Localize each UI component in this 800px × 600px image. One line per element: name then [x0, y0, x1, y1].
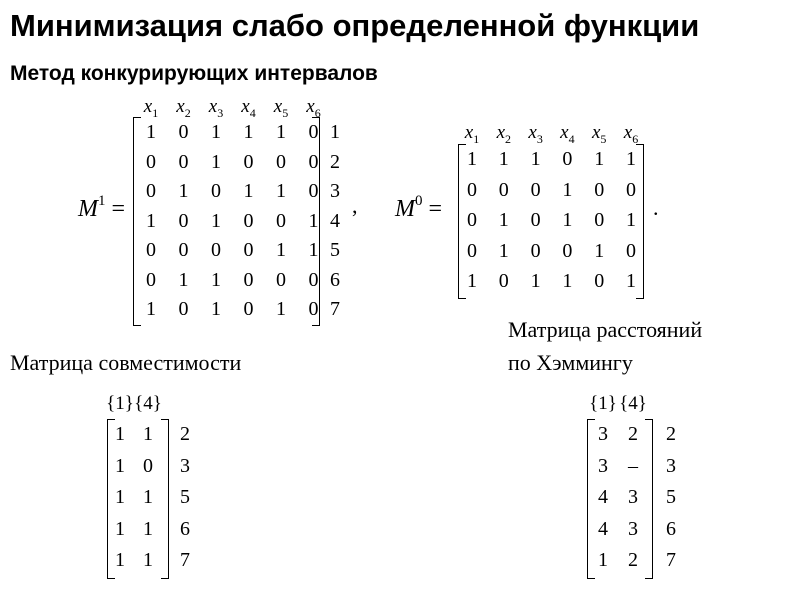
column-header-var: x	[496, 122, 506, 143]
left-bracket	[458, 144, 466, 299]
matrix-cell: 0	[467, 178, 477, 201]
matrix-cell: 1	[243, 180, 254, 202]
matrix-cell: 1	[211, 121, 221, 143]
matrix-cell: 1	[211, 298, 221, 320]
matrix-cell: 1	[276, 121, 286, 143]
column-header-sub: 2	[184, 105, 191, 120]
matrix-cell: 1	[211, 209, 221, 232]
hamming-matrix-label-line2: по Хэммингу	[508, 350, 633, 375]
m0-label: $M^0$ =	[395, 193, 443, 222]
matrix-cell: 0	[467, 209, 477, 231]
matrix-cell: 1	[146, 298, 156, 320]
row-label: 4	[330, 209, 340, 232]
matrix-cell: 0	[211, 180, 221, 202]
matrix-cell: 0	[146, 268, 156, 291]
left-bracket	[133, 117, 141, 326]
page-title: Минимизация слабо определенной функции	[10, 8, 700, 43]
right-bracket	[161, 419, 169, 579]
row-label: 6	[666, 517, 676, 540]
m1-label: $M^1$ =	[78, 193, 126, 222]
matrix-cell: 0	[498, 270, 509, 292]
matrix-cell: 1	[143, 517, 153, 540]
matrix-cell: 1	[115, 486, 125, 508]
matrix-cell: 0	[308, 150, 319, 173]
matrix-cell: 1	[115, 423, 125, 445]
row-label: 2	[330, 150, 340, 173]
row-label: 3	[180, 454, 190, 477]
matrix-cell: 1	[211, 150, 221, 173]
matrix-cell: 3	[598, 454, 608, 477]
matrix-cell: 0	[562, 148, 573, 170]
matrix-cell: 1	[143, 549, 153, 571]
matrix-cell: 1	[308, 239, 319, 261]
column-header: {4}	[619, 393, 647, 414]
matrix-cell: 1	[143, 423, 153, 445]
matrix-cell: 0	[276, 209, 286, 232]
matrix-cell: 0	[276, 268, 286, 291]
matrix-cell: 0	[243, 239, 254, 261]
matrix-cell: 0	[594, 209, 605, 231]
matrix-cell: 0	[530, 209, 541, 231]
matrix-cell: 3	[628, 486, 638, 508]
right-bracket	[645, 419, 653, 579]
row-label: 6	[180, 517, 190, 540]
matrix-cell: 0	[243, 298, 254, 320]
matrix-cell: 0	[308, 268, 319, 291]
matrix-cell: 1	[530, 148, 541, 170]
matrix-cell: 0	[626, 178, 636, 201]
matrix-cell: 1	[594, 239, 605, 262]
matrix-cell: 1	[276, 180, 286, 202]
matrix-cell: 1	[562, 209, 573, 231]
matrix-cell: 2	[628, 549, 638, 571]
column-header-sub: 5	[282, 105, 289, 120]
matrix-cell: 4	[598, 486, 608, 508]
column-header-var: x	[273, 96, 283, 117]
matrix-cell: 0	[211, 239, 221, 261]
matrix-cell: 0	[308, 121, 319, 143]
row-label: 2	[180, 423, 190, 445]
matrix-cell: 1	[178, 268, 189, 291]
column-header-var: x	[623, 122, 633, 143]
matrix-cell: 1	[308, 209, 319, 232]
matrix-cell: 1	[562, 270, 573, 292]
right-bracket	[636, 144, 644, 299]
column-header-sub: 6	[632, 131, 639, 146]
row-label: 1	[330, 121, 340, 143]
m1-comma: ,	[352, 193, 358, 218]
column-header: {1}	[589, 393, 617, 414]
column-header-sub: 1	[152, 105, 159, 120]
matrix-cell: 0	[562, 239, 573, 262]
matrix-cell: 0	[243, 268, 254, 291]
matrix-cell: 0	[530, 239, 541, 262]
row-label: 3	[330, 180, 340, 202]
matrix-cell: 1	[626, 148, 636, 170]
row-label: 3	[666, 454, 676, 477]
column-header-sub: 3	[536, 131, 543, 146]
matrix-cell: 4	[598, 517, 608, 540]
matrix-cell: 1	[178, 180, 189, 202]
matrix-cell: 0	[143, 454, 153, 477]
matrix-cell: 1	[211, 268, 221, 291]
matrix-cell: 1	[498, 148, 509, 170]
column-header-sub: 2	[505, 131, 512, 146]
matrix-cell: 1	[146, 209, 156, 232]
matrix-cell: 1	[115, 454, 125, 477]
column-header-var: x	[591, 122, 601, 143]
column-header-sub: 1	[473, 131, 480, 146]
matrix-cell: 0	[243, 209, 254, 232]
matrix-cell: –	[628, 454, 638, 477]
column-header-var: x	[560, 122, 569, 143]
column-header-sub: 4	[568, 131, 575, 146]
row-label: 7	[666, 549, 676, 571]
matrix-cell: 2	[628, 423, 638, 445]
matrix-cell: 0	[243, 150, 254, 173]
row-label: 7	[180, 549, 190, 571]
matrix-cell: 1	[115, 549, 125, 571]
matrix-cell: 3	[598, 423, 608, 445]
matrix-cell: 1	[467, 270, 477, 292]
column-header-sub: 5	[600, 131, 607, 146]
column-header-var: x	[306, 96, 315, 117]
matrix-cell: 0	[178, 150, 189, 173]
page-subtitle: Метод конкурирующих интервалов	[10, 62, 378, 85]
column-header: {4}	[134, 393, 162, 414]
matrix-cell: 3	[628, 517, 638, 540]
matrix-cell: 0	[178, 209, 189, 232]
matrix-cell: 1	[243, 121, 254, 143]
compat-matrix-label: Матрица совместимости	[10, 350, 242, 375]
matrix-cell: 0	[146, 239, 156, 261]
left-bracket	[587, 419, 595, 579]
matrix-cell: 1	[498, 209, 509, 231]
matrix-cell: 0	[146, 180, 156, 202]
matrix-cell: 1	[530, 270, 541, 292]
matrix-cell: 0	[276, 150, 286, 173]
column-header-var: x	[241, 96, 250, 117]
matrix-cell: 0	[594, 270, 605, 292]
matrix-cell: 0	[178, 121, 189, 143]
m0-period: .	[653, 195, 659, 220]
matrix-cell: 1	[598, 549, 608, 571]
matrix-cell: 1	[626, 209, 636, 231]
matrix-cell: 0	[178, 298, 189, 320]
column-header-sub: 3	[217, 105, 224, 120]
matrix-cell: 0	[626, 239, 636, 262]
column-header-var: x	[528, 122, 537, 143]
row-label: 5	[330, 239, 340, 261]
matrix-cell: 1	[146, 121, 156, 143]
row-label: 2	[666, 423, 676, 445]
row-label: 5	[180, 486, 190, 508]
matrix-cell: 1	[143, 486, 153, 508]
hamming-matrix-label-line1: Матрица расстояний	[508, 317, 703, 342]
matrix-cell: 0	[308, 180, 319, 202]
matrix-cell: 0	[178, 239, 189, 261]
column-header: {1}	[106, 393, 134, 414]
right-bracket	[312, 117, 320, 326]
column-header-var: x	[176, 96, 185, 117]
row-label: 7	[330, 298, 340, 320]
matrix-cell: 0	[308, 298, 319, 320]
matrix-cell: 0	[594, 178, 605, 201]
column-header-var: x	[464, 122, 474, 143]
column-header-var: x	[143, 96, 153, 117]
matrix-cell: 1	[276, 239, 286, 261]
matrix-cell: 1	[594, 148, 605, 170]
column-header-var: x	[208, 96, 218, 117]
column-header-sub: 4	[249, 105, 256, 120]
matrix-cell: 1	[115, 517, 125, 540]
matrix-cell: 0	[498, 178, 509, 201]
matrix-cell: 0	[467, 239, 477, 262]
matrix-cell: 0	[146, 150, 156, 173]
left-bracket	[107, 419, 115, 579]
matrix-cell: 1	[276, 298, 286, 320]
row-label: 5	[666, 486, 676, 508]
matrix-cell: 1	[467, 148, 477, 170]
matrix-cell: 0	[530, 178, 541, 201]
matrix-cell: 1	[626, 270, 636, 292]
column-header-sub: 6	[314, 105, 321, 120]
matrix-cell: 1	[562, 178, 573, 201]
row-label: 6	[330, 268, 340, 291]
matrix-cell: 1	[498, 239, 509, 262]
